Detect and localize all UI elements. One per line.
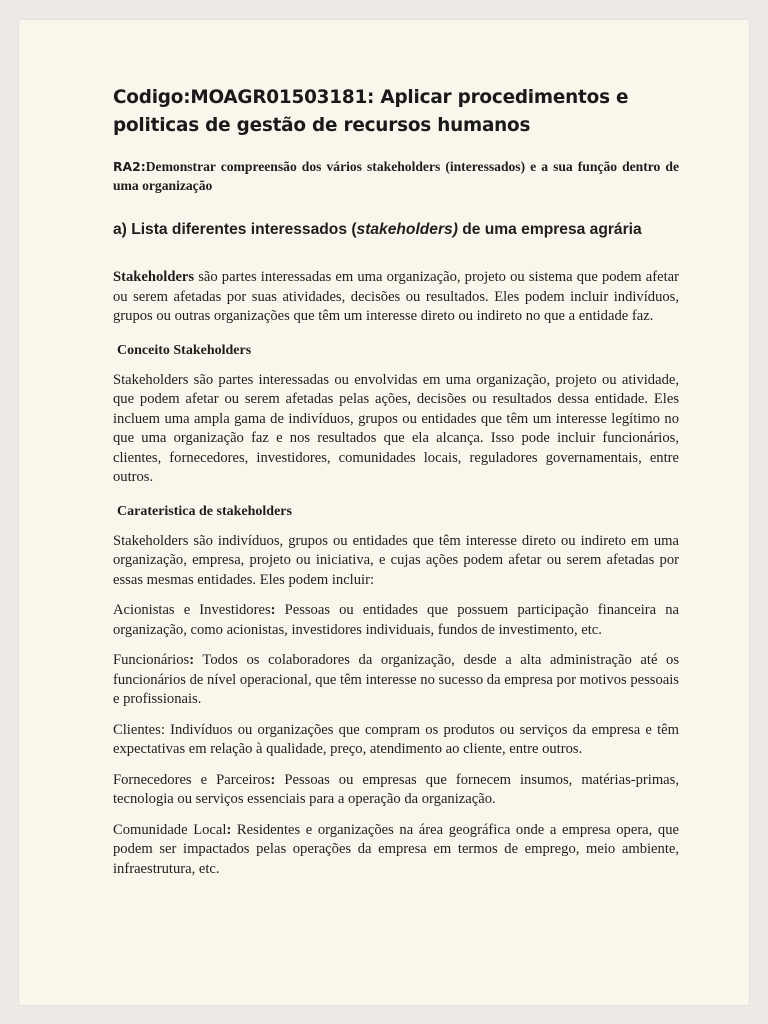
- item-colon: :: [189, 652, 195, 668]
- conceito-paragraph: Stakeholders são partes interessadas ou envolvidas em uma organização, projeto ou atividade, que podem afetar ou serem afetadas pelas ações, decisões ou resultados dessa entidade. Eles incluem uma ampla gama de indivíduos, grupos ou entidades que têm um interesse legítimo no que uma organização faz e nos resultados que ela alcança. Isso pode incluir funcionários, clientes, fornecedores, investidores, comunidades locais, reguladores governamentais, entre outros.: [113, 371, 679, 485]
- item-term: Fornecedores e Parceiros: [113, 771, 271, 788]
- stakeholder-item-clientes: [113, 721, 679, 760]
- section-title-conceito: Conceito Stakeholders: [117, 342, 252, 358]
- heading-a-suffix: de uma empresa agrária: [457, 221, 642, 238]
- heading-a-prefix: a) Lista diferentes interessados (: [113, 221, 357, 238]
- section-heading-a: [113, 220, 679, 240]
- item-colon: :: [270, 602, 276, 618]
- document-page: [19, 20, 749, 1005]
- item-text: Residentes e organizações na área geográfica onde a empresa opera, que podem ser impactados pelas operações da empresa em termos de emprego, meio ambiente, infraestrutura, etc.: [113, 821, 680, 877]
- intro-term: Stakeholders: [113, 269, 195, 285]
- item-term: Clientes:: [113, 721, 165, 738]
- item-colon: :: [226, 821, 232, 838]
- document-title: Codigo:MOAGR01503181: Aplicar procedimentos e politicas de gestão de recursos humanos: [113, 87, 629, 136]
- stakeholder-item-fornecedores: [113, 771, 679, 810]
- stakeholder-item-funcionarios: [113, 651, 679, 710]
- intro-paragraph: [113, 268, 679, 327]
- learning-outcome: [113, 157, 679, 195]
- item-term: Comunidade Local: [113, 821, 227, 838]
- item-term: Funcionários: [113, 652, 190, 668]
- intro-text: são partes interessadas em uma organização, projeto ou sistema que podem afetar ou serem afetadas por suas atividades, decisões ou resultados. Eles podem incluir indivíduos, grupos ou outras organizações que têm um interesse direto ou indireto no que a entidade faz.: [113, 269, 679, 324]
- item-term: Acionistas e Investidores: [113, 602, 271, 618]
- document-body: [113, 84, 679, 879]
- item-text: Pessoas ou entidades que possuem participação financeira na organização, como acionistas, investidores individuais, fundos de investimento, etc.: [113, 602, 679, 638]
- item-text: Indivíduos ou organizações que compram os produtos ou serviços da empresa e têm expectativas em relação à qualidade, preço, atendimento ao cliente, entre outros.: [113, 721, 679, 757]
- item-text: Pessoas ou empresas que fornecem insumos, matérias-primas, tecnologia ou serviços essenciais para a operação da organização.: [113, 771, 679, 807]
- heading-a-italic: stakeholders): [356, 221, 458, 238]
- section-title-caracteristica: Carateristica de stakeholders: [117, 503, 292, 519]
- learning-outcome-text: Demonstrar compreensão dos vários stakeholders (interessados) e a sua função dentro de uma organização: [113, 159, 679, 193]
- item-colon: :: [270, 771, 276, 788]
- stakeholder-item-comunidade: [113, 821, 679, 880]
- item-text: Todos os colaboradores da organização, desde a alta administração até os funcionários de nível operacional, que têm interesse no sucesso da empresa por motivos pessoais e profissionais.: [113, 652, 679, 707]
- learning-outcome-code: RA2:: [113, 159, 146, 174]
- caracteristica-paragraph: Stakeholders são indivíduos, grupos ou entidades que têm interesse direto ou indireto em uma organização, empresa, projeto ou iniciativa, e cujas ações podem afetar ou serem afetadas por essas mesmas entidades. Eles podem incluir:: [113, 532, 679, 588]
- stakeholder-item-acionistas: [113, 601, 679, 640]
